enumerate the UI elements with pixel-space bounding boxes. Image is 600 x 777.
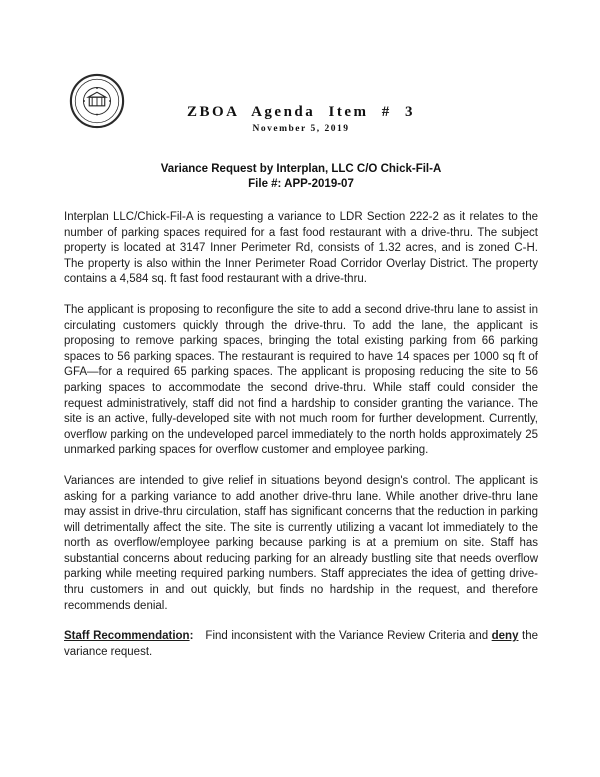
title-block xyxy=(64,104,538,134)
subject-line-request: Variance Request by Interplan, LLC C/O Chick-Fil-A xyxy=(160,163,442,175)
staff-recommendation-text-after: the variance request. xyxy=(64,630,538,658)
subject-block xyxy=(64,162,538,192)
staff-recommendation-label: Staff Recommendation xyxy=(64,630,190,643)
body-paragraph-1: Interplan LLC/Chick-Fil-A is requesting a variance to LDR Section 222-2 as it relates to the number of parking spaces required for a fast food restaurant with a drive-thru. The subject property is located at 3147 Inner Perimeter Rd, consists of 1.32 acres, and is zoned C-H. The property is also within the Inner Perimeter Road Corridor Overlay District. The property contains a 4,584 sq. ft fast food restaurant with a drive-thru. xyxy=(64,211,538,286)
staff-recommendation-colon: : xyxy=(189,630,194,643)
page-title: ZBOA Agenda Item # 3 xyxy=(186,104,415,120)
staff-recommendation-deny: deny xyxy=(491,630,519,643)
staff-recommendation xyxy=(64,629,538,660)
document-header xyxy=(64,70,538,148)
document-body xyxy=(64,210,538,614)
staff-recommendation-text: Find inconsistent with the Variance Review Criteria and xyxy=(205,630,492,643)
body-paragraph-3: Variances are intended to give relief in situations beyond design's control. The applicant is asking for a parking variance to add another drive-thru lane. While another drive-thru lane may assist in drive-thru circulation, staff has significant concerns that the reduction in parking will detrimentally affect the site. The site is currently utilizing a vacant lot immediately to the north as overflow/employee parking because parking is at a premium on site. Staff has substantial concerns about reducing parking for an already bustling site that needs overflow parking while meeting required parking numbers. Staff appreciates the idea of getting drive-thru customers in and out quickly, but finds no hardship in the request, and therefore recommends denial. xyxy=(64,474,538,612)
subject-line-file-number: File #: APP-2019-07 xyxy=(248,178,354,190)
document-date: November 5, 2019 xyxy=(252,124,350,134)
body-paragraph-2: The applicant is proposing to reconfigure the site to add a second drive-thru lane to assist in circulating customers quickly through the drive-thru. To add the lane, the applicant is proposing to remove parking spaces, bringing the total existing parking from 66 parking spaces to 56 parking spaces. The restaurant is required to have 14 spaces per 1000 sq ft of GFA—for a required 65 parking spaces. The applicant is proposing reducing the site to 56 parking spaces to accommodate the second drive-thru. While staff could consider the request administratively, staff did not find a hardship to consider granting the variance. The site is an active, fully-developed site with not much room for further development. Currently, overflow parking on the undeveloped parcel immediately to the north holds approximately 25 unmarked parking spaces for overflow customer and employee parking. xyxy=(64,303,538,457)
